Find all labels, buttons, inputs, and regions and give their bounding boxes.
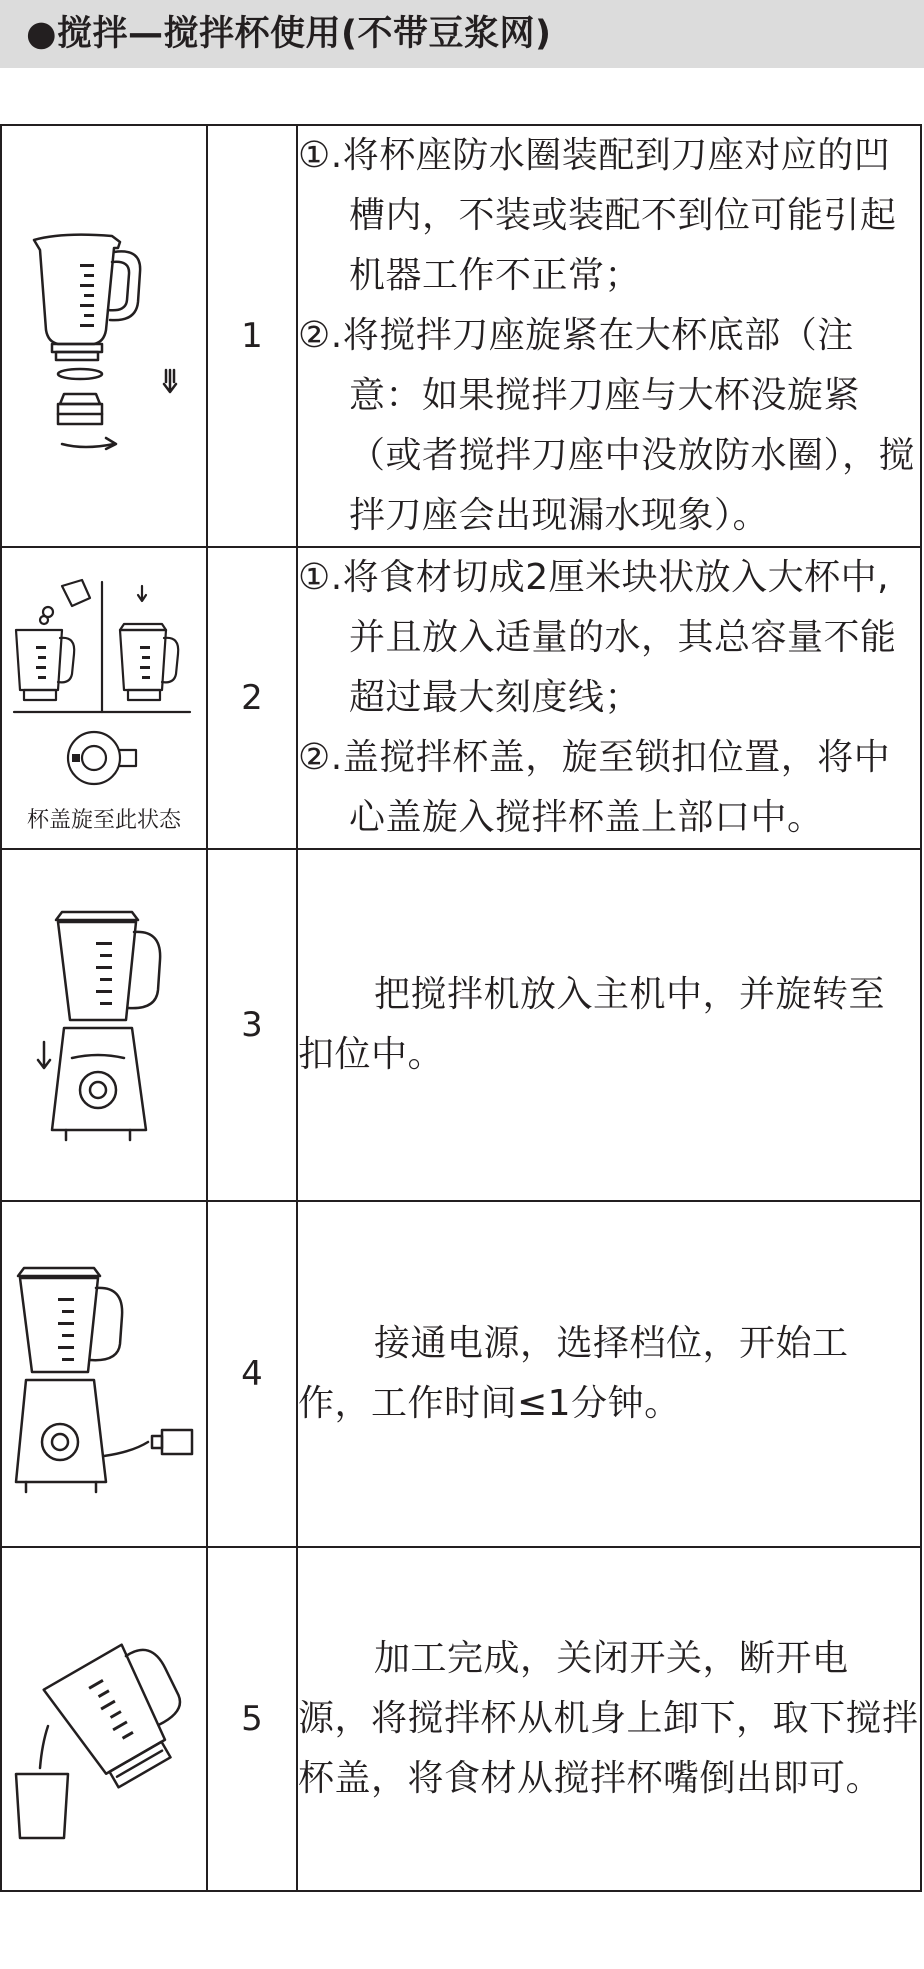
step-1-description <box>297 125 921 547</box>
step-number: 4 <box>207 1201 297 1547</box>
step-number: 5 <box>207 1547 297 1891</box>
step-number: 1 <box>207 125 297 547</box>
table-row <box>1 547 921 849</box>
table-row <box>1 849 921 1201</box>
step-text: 把搅拌机放入主机中，并旋转至扣位中。 <box>298 974 886 1075</box>
step-number: 2 <box>207 547 297 849</box>
add-ingredients-and-lid-illustration <box>2 562 206 834</box>
pour-out-ingredients-illustration <box>2 1548 206 1890</box>
step-4-illustration-cell <box>1 1201 207 1547</box>
table-row <box>1 1201 921 1547</box>
step-number: 3 <box>207 849 297 1201</box>
instruction-table <box>0 124 922 1892</box>
step-text: ①.将食材切成2厘米块状放入大杯中,并且放入适量的水，其总容量不能超过最大刻度线； <box>298 557 897 718</box>
step-3-illustration-cell <box>1 849 207 1201</box>
step-text: ①.将杯座防水圈装配到刀座对应的凹槽内，不装或装配不到位可能引起机器工作不正常； <box>298 135 897 296</box>
step-3-description <box>297 849 921 1201</box>
step-1-illustration-cell <box>1 125 207 547</box>
lid-position-caption: 杯盖旋至此状态 <box>26 808 181 833</box>
table-row <box>1 125 921 547</box>
step-text: ②.盖搅拌杯盖，旋至锁扣位置，将中心盖旋入搅拌杯盖上部口中。 <box>298 737 891 838</box>
place-cup-on-base-illustration <box>2 850 206 1200</box>
step-5-illustration-cell <box>1 1547 207 1891</box>
plug-in-power-illustration <box>2 1202 206 1546</box>
section-title: ●搅拌—搅拌杯使用(不带豆浆网) <box>26 14 552 54</box>
blender-cup-assembly-illustration <box>2 152 206 520</box>
step-text: 加工完成，关闭开关，断开电源，将搅拌杯从机身上卸下，取下搅拌杯盖，将食材从搅拌杯嘴倒出即可。 <box>298 1638 919 1799</box>
step-text: ②.将搅拌刀座旋紧在大杯底部（注意：如果搅拌刀座与大杯没旋紧（或者搅拌刀座中没放防水圈），搅拌刀座会出现漏水现象）。 <box>298 315 916 536</box>
step-5-description <box>297 1547 921 1891</box>
step-2-illustration-cell <box>1 547 207 849</box>
section-header <box>0 0 924 68</box>
table-row <box>1 1547 921 1891</box>
step-4-description <box>297 1201 921 1547</box>
step-text: 接通电源，选择档位，开始工作，工作时间≤1分钟。 <box>298 1323 849 1424</box>
step-2-description <box>297 547 921 849</box>
